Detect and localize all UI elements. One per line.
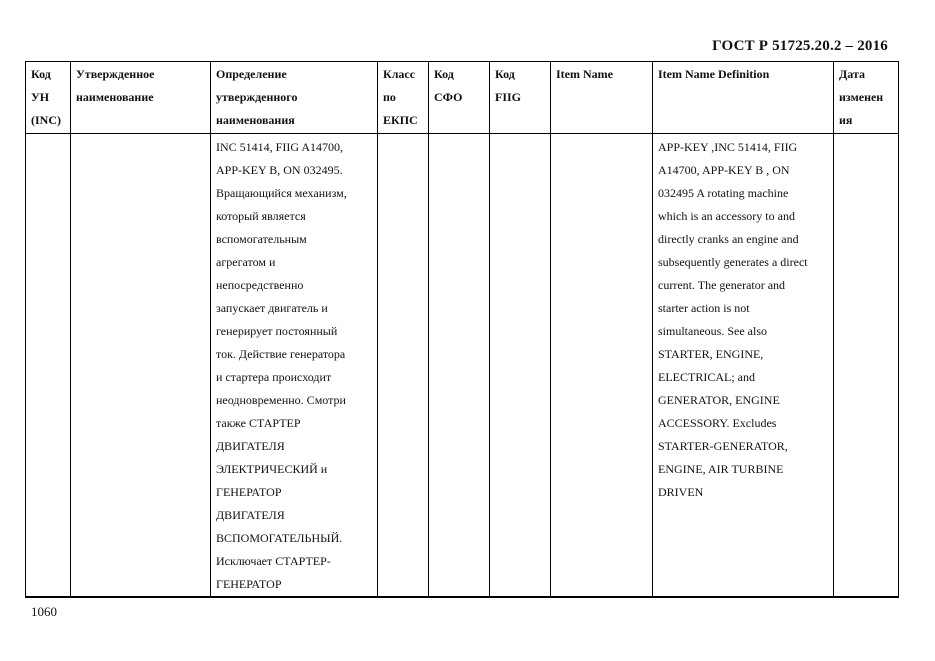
cell-item-name-definition <box>653 134 834 598</box>
column-header-line: Определение <box>216 67 287 81</box>
cell-text-line: ток. Действие генератора <box>216 347 346 361</box>
cell-text-line: STARTER-GENERATOR, <box>658 439 788 453</box>
cell-text-line: ВСПОМОГАТЕЛЬНЫЙ. <box>216 531 343 545</box>
cell-text-line: ДВИГАТЕЛЯ <box>216 508 285 522</box>
column-header-line: изменен <box>839 90 884 104</box>
cell-text-line: current. The generator and <box>658 278 786 292</box>
cell-sfo-code <box>429 134 490 598</box>
cell-text-line: DRIVEN <box>658 485 704 499</box>
column-header-fiig-code <box>490 62 551 134</box>
column-header-definition <box>211 62 378 134</box>
column-header-line: ия <box>839 113 853 127</box>
column-header-sfo-code <box>429 62 490 134</box>
cell-text-line: INC 51414, FIIG A14700, <box>216 140 344 154</box>
cell-text-line: ГЕНЕРАТОР <box>216 485 282 499</box>
cell-text-line: неодновременно. Смотри <box>216 393 346 407</box>
column-header-line: наименование <box>76 90 154 104</box>
cell-text-line: непосредственно <box>216 278 304 292</box>
column-header-line: по <box>383 90 396 104</box>
cell-text-line: ELECTRICAL; and <box>658 370 755 384</box>
cell-text-line: which is an accessory to and <box>658 209 795 223</box>
cell-text-line: Вращающийся механизм, <box>216 186 347 200</box>
cell-text-line: simultaneous. See also <box>658 324 767 338</box>
cell-text-line: ГЕНЕРАТОР <box>216 577 282 591</box>
cell-text-line: 032495 A rotating machine <box>658 186 789 200</box>
cell-change-date <box>834 134 899 598</box>
column-header-approved-name <box>71 62 211 134</box>
cell-text-line: ДВИГАТЕЛЯ <box>216 439 285 453</box>
cell-text-line: A14700, APP-KEY B , ON <box>658 163 790 177</box>
document-standard-header: ГОСТ Р 51725.20.2 – 2016 <box>712 38 888 54</box>
table-row <box>26 134 899 598</box>
cell-text-line: вспомогательным <box>216 232 307 246</box>
catalog-table <box>25 61 899 598</box>
column-header-line: утвержденного <box>216 90 298 104</box>
cell-fiig-code <box>490 134 551 598</box>
column-header-item-name-definition <box>653 62 834 134</box>
column-header-line: Класс <box>383 67 416 81</box>
cell-text-line: APP-KEY B, ON 032495. <box>216 163 343 177</box>
cell-text-line: GENERATOR, ENGINE <box>658 393 780 407</box>
cell-approved-name <box>71 134 211 598</box>
column-header-line: (INC) <box>31 113 61 127</box>
column-header-line: Код <box>31 67 51 81</box>
cell-text-line: subsequently generates a direct <box>658 255 808 269</box>
column-header-line: Item Name <box>556 67 613 81</box>
cell-text-line: также СТАРТЕР <box>216 416 301 430</box>
cell-text-line: Исключает СТАРТЕР- <box>216 554 331 568</box>
cell-text-line: directly cranks an engine and <box>658 232 799 246</box>
column-header-line: УН <box>31 90 50 104</box>
cell-text-line: агрегатом и <box>216 255 276 269</box>
column-header-change-date <box>834 62 899 134</box>
column-header-line: Утвержденное <box>76 67 155 81</box>
cell-text-line: ENGINE, AIR TURBINE <box>658 462 784 476</box>
cell-definition <box>211 134 378 598</box>
column-header-inc <box>26 62 71 134</box>
column-header-line: ЕКПС <box>383 113 418 127</box>
column-header-line: Код <box>495 67 515 81</box>
cell-ekps-class <box>378 134 429 598</box>
column-header-item-name <box>551 62 653 134</box>
cell-inc <box>26 134 71 598</box>
column-header-ekps-class <box>378 62 429 134</box>
column-header-line: Код <box>434 67 454 81</box>
cell-text-line: ACCESSORY. Excludes <box>658 416 777 430</box>
page-number: 1060 <box>31 604 57 619</box>
column-header-line: Дата <box>839 67 865 81</box>
cell-text-line: ЭЛЕКТРИЧЕСКИЙ и <box>216 462 328 476</box>
cell-text-line: starter action is not <box>658 301 750 315</box>
cell-text-line: который является <box>216 209 306 223</box>
cell-text-line: запускает двигатель и <box>216 301 328 315</box>
cell-text-line: APP-KEY ,INC 51414, FIIG <box>658 140 798 154</box>
column-header-line: FIIG <box>495 90 522 104</box>
cell-text-line: и стартера происходит <box>216 370 332 384</box>
cell-text-line: STARTER, ENGINE, <box>658 347 764 361</box>
cell-item-name <box>551 134 653 598</box>
column-header-line: СФО <box>434 90 463 104</box>
column-header-line: Item Name Definition <box>658 67 770 81</box>
table-header-row <box>26 62 899 134</box>
cell-text-line: генерирует постоянный <box>216 324 338 338</box>
column-header-line: наименования <box>216 113 295 127</box>
